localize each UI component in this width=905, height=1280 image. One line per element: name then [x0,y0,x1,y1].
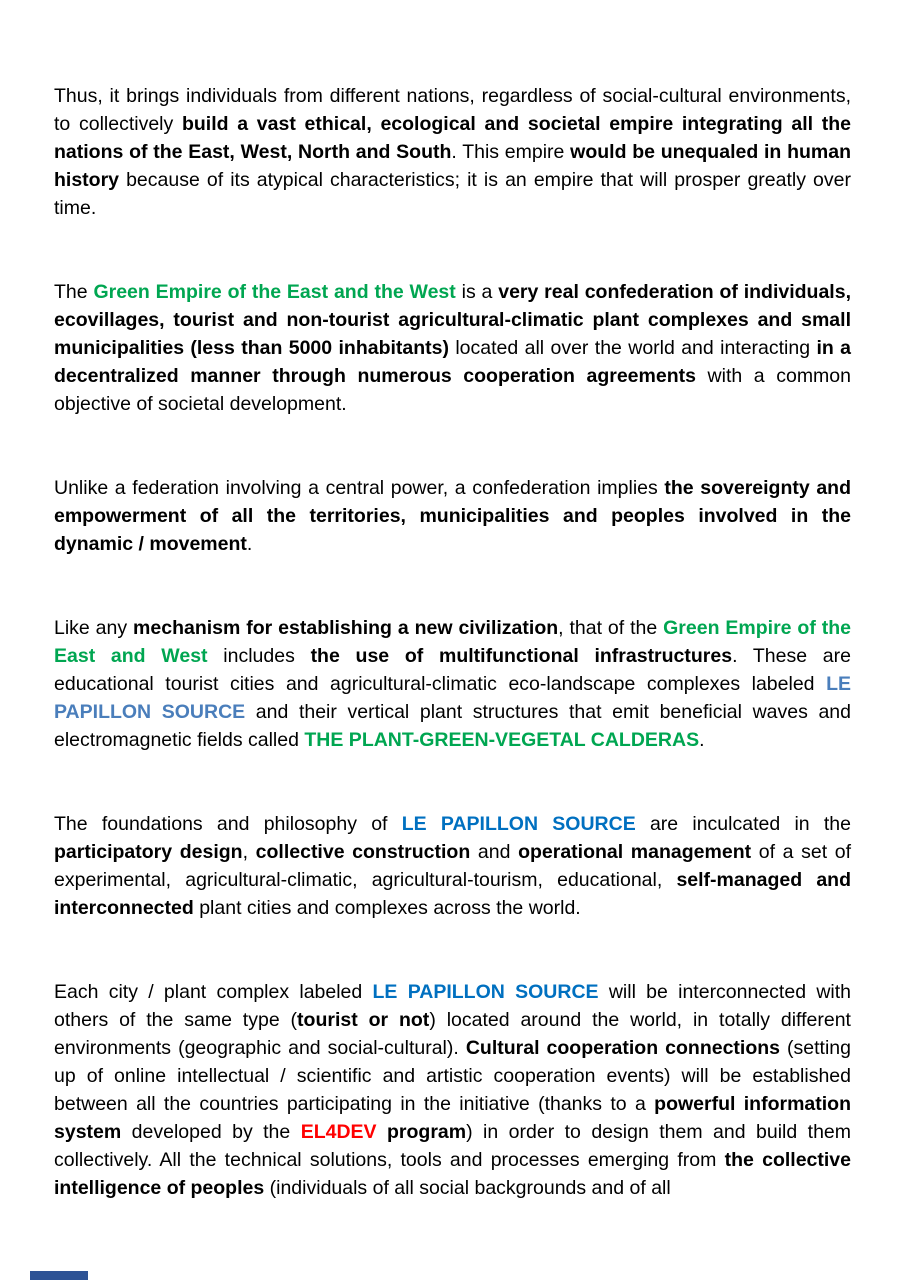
text-run: located all over the world and interacting [448,337,817,359]
next-page-content-sliver [30,1271,88,1280]
text-content [54,82,857,1258]
text-run: the sovereignty and empowerment of all the territories, municipalities and peoples involved in the dynamic / movement [54,477,857,555]
text-run: LE PAPILLON SOURCE [54,673,857,723]
text-run: developed by the [121,1121,301,1143]
text-run: very real confederation of individuals, ecovillages, tourist and non-tourist agricultural-climatic plant complexes and small municipalities (less than 5000 inhabitants) [54,281,857,359]
text-run: . These are educational tourist cities and agricultural-climatic eco-landscape complexes labeled [54,645,857,695]
text-run: and their vertical plant structures that emit beneficial waves and electromagnetic fields called [54,701,857,751]
text-run: of a set of experimental, agricultural-climatic, agricultural-tourism, educational, [54,841,857,891]
text-run: tourist or not [297,1009,430,1031]
paragraph [54,614,857,754]
text-run: powerful information system [54,1093,857,1143]
text-run: would be unequaled in human history [54,141,857,191]
text-run: The foundations and philosophy of [54,813,402,835]
text-run: are inculcated in the [635,813,857,835]
text-run: . This empire [451,141,571,163]
text-run: Green Empire of the East and West [54,617,857,667]
text-run: LE PAPILLON SOURCE [372,981,599,1003]
text-run: . [246,533,253,555]
paragraph [54,82,857,222]
text-run: The [54,281,94,303]
text-run: Each city / plant complex labeled [54,981,373,1003]
text-run: the use of multifunctional infrastructures [310,645,733,667]
text-run: Green Empire of the East and the West [93,281,456,303]
text-run: self-managed and interconnected [54,869,857,919]
text-run: includes [207,645,311,667]
text-run: with a common objective of societal development. [54,365,857,415]
text-run: EL4DEV [300,1121,377,1143]
text-run: program [387,1121,467,1143]
text-run: operational management [518,841,752,863]
text-run: ) located around the world, in totally different environments (geographic and social-cultural). [54,1009,857,1059]
text-run: plant cities and complexes across the world. [193,897,581,919]
text-run: LE PAPILLON SOURCE [401,813,636,835]
paragraph [54,278,857,418]
text-run: , that of the [558,617,664,639]
text-run: mechanism for establishing a new civilization [133,617,559,639]
text-run: Unlike a federation involving a central power, a confederation implies [54,477,665,499]
text-run [377,1121,387,1143]
text-run: . [699,729,705,751]
text-run: , [242,841,256,863]
text-run: THE PLANT-GREEN-VEGETAL CALDERAS [304,729,700,751]
text-run: Cultural cooperation connections [465,1037,780,1059]
text-run: is a [455,281,499,303]
text-run: (setting up of online intellectual / scientific and artistic cooperation events) will be established between all the countries participating in the initiative (thanks to a [54,1037,857,1115]
text-run: in a decentralized manner through numerous cooperation agreements [54,337,857,387]
text-run: participatory design [54,841,243,863]
text-run: (individuals of all social backgrounds and of all [264,1177,671,1199]
text-run: will be interconnected with others of the same type ( [54,981,857,1031]
text-run: and [470,841,519,863]
text-run: Thus, it brings individuals from different nations, regardless of social-cultural environments, to collectively [54,85,857,135]
paragraph [54,810,857,922]
text-run: Like any [54,617,134,639]
text-run: because of its atypical characteristics; it is an empire that will prosper greatly over time. [54,169,857,219]
paragraph [54,978,857,1202]
text-run: the collective intelligence of peoples [54,1149,857,1199]
text-run: collective construction [255,841,471,863]
text-run: build a vast ethical, ecological and societal empire integrating all the nations of the East, West, North and South [54,113,857,163]
paragraph [54,474,857,558]
text-run: ) in order to design them and build them collectively. All the technical solutions, tools and processes emerging from [54,1121,857,1171]
